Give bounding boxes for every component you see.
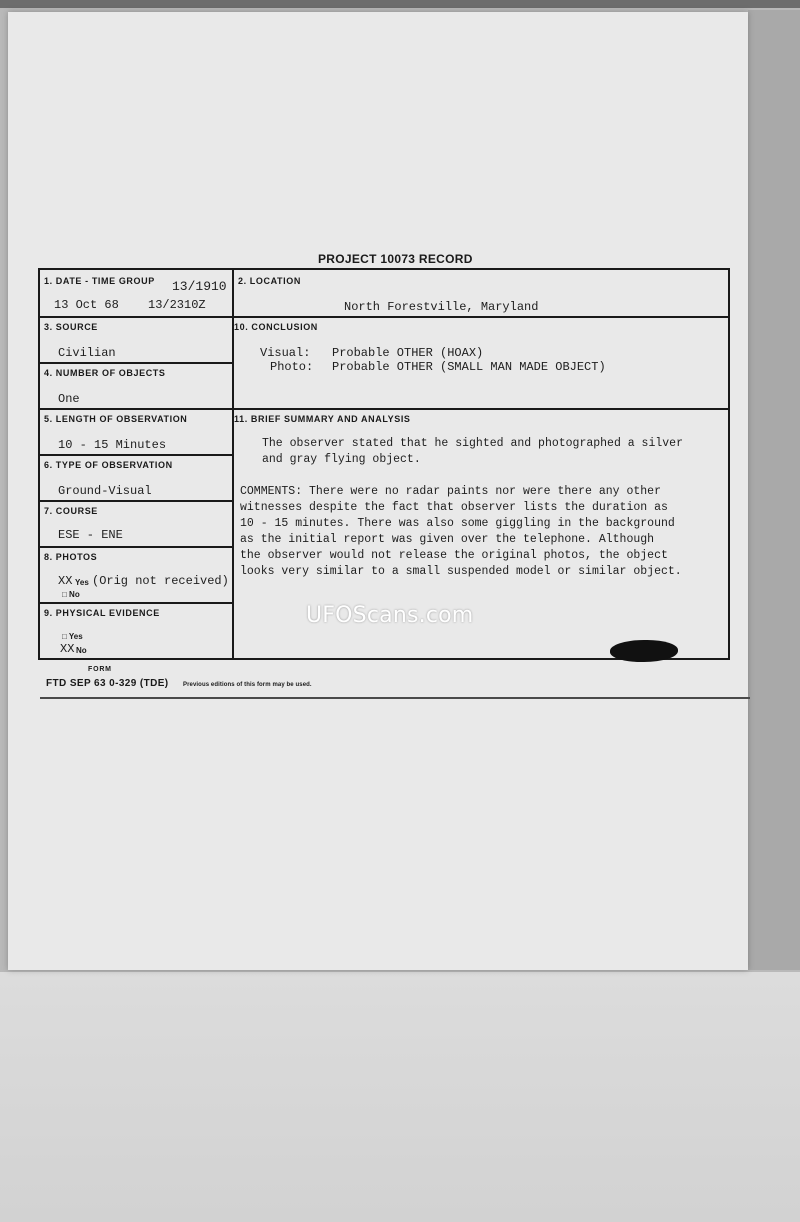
- footer-rule: [40, 697, 750, 699]
- length-of-observation-label: 5. LENGTH OF OBSERVATION: [44, 414, 188, 424]
- date-time-label: 1. DATE - TIME GROUP: [44, 276, 155, 286]
- photos-yes-label: Yes: [75, 578, 89, 587]
- footer-form-id: FTD SEP 63 0-329 (TDE): [46, 678, 169, 689]
- time-value: 13/2310Z: [148, 298, 206, 312]
- type-of-observation-value: Ground-Visual: [58, 484, 152, 498]
- location-value: North Forestville, Maryland: [344, 300, 539, 314]
- summary-line: 10 - 15 minutes. There was also some giggling in the background: [240, 517, 675, 530]
- summary-line: and gray flying object.: [262, 453, 421, 466]
- watermark: UFOScans.com: [306, 603, 474, 628]
- number-of-objects-value: One: [58, 392, 80, 406]
- summary-label: 11. BRIEF SUMMARY AND ANALYSIS: [234, 414, 411, 424]
- course-value: ESE - ENE: [58, 528, 123, 542]
- row-divider: [40, 316, 730, 318]
- physical-evidence-no-mark: XX: [60, 642, 75, 656]
- record-form: [38, 268, 730, 660]
- number-of-objects-label: 4. NUMBER OF OBJECTS: [44, 368, 166, 378]
- summary-line: COMMENTS: There were no radar paints nor were there any other: [240, 485, 661, 498]
- underlying-page: [0, 972, 800, 1222]
- conclusion-photo-value: Probable OTHER (SMALL MAN MADE OBJECT): [332, 360, 606, 374]
- row-divider: [40, 454, 232, 456]
- physical-evidence-no-label: No: [76, 646, 87, 655]
- row-divider: [40, 408, 730, 410]
- source-value: Civilian: [58, 346, 116, 360]
- summary-line: as the initial report was given over the telephone. Although: [240, 533, 655, 546]
- summary-line: looks very similar to a small suspended model or similar object.: [240, 565, 682, 578]
- summary-line: The observer stated that he sighted and photographed a silver: [262, 437, 683, 450]
- date-time-annotation: 13/1910: [172, 279, 227, 294]
- row-divider: [40, 362, 232, 364]
- summary-line: the observer would not release the original photos, the object: [240, 549, 668, 562]
- date-value: 13 Oct 68: [54, 298, 119, 312]
- conclusion-visual-value: Probable OTHER (HOAX): [332, 346, 484, 360]
- form-title: PROJECT 10073 RECORD: [318, 252, 473, 266]
- summary-text: [240, 436, 683, 580]
- photos-label: 8. PHOTOS: [44, 552, 98, 562]
- scan-right-edge: [748, 10, 800, 970]
- footer-form-word: FORM: [88, 666, 112, 673]
- conclusion-photo-label: Photo:: [270, 360, 314, 374]
- summary-line: [240, 468, 683, 484]
- row-divider: [40, 546, 232, 548]
- length-of-observation-value: 10 - 15 Minutes: [58, 438, 167, 452]
- redaction-mark: [610, 640, 678, 662]
- conclusion-label: 10. CONCLUSION: [234, 322, 318, 332]
- footer-note: Previous editions of this form may be used.: [183, 682, 312, 688]
- type-of-observation-label: 6. TYPE OF OBSERVATION: [44, 460, 173, 470]
- photos-yes-mark: XX: [58, 574, 73, 588]
- course-label: 7. COURSE: [44, 506, 98, 516]
- physical-evidence-yes-label: □ Yes: [62, 632, 83, 641]
- summary-line: witnesses despite the fact that observer lists the duration as: [240, 501, 668, 514]
- row-divider: [40, 602, 232, 604]
- photos-yes-note: (Orig not received): [92, 574, 229, 588]
- scan-top-edge: [0, 0, 800, 8]
- conclusion-visual-label: Visual:: [260, 346, 311, 360]
- source-label: 3. SOURCE: [44, 322, 98, 332]
- location-label: 2. LOCATION: [238, 276, 301, 286]
- physical-evidence-label: 9. PHYSICAL EVIDENCE: [44, 608, 160, 618]
- row-divider: [40, 500, 232, 502]
- photos-no-label: □ No: [62, 590, 80, 599]
- form-footer: [46, 666, 312, 691]
